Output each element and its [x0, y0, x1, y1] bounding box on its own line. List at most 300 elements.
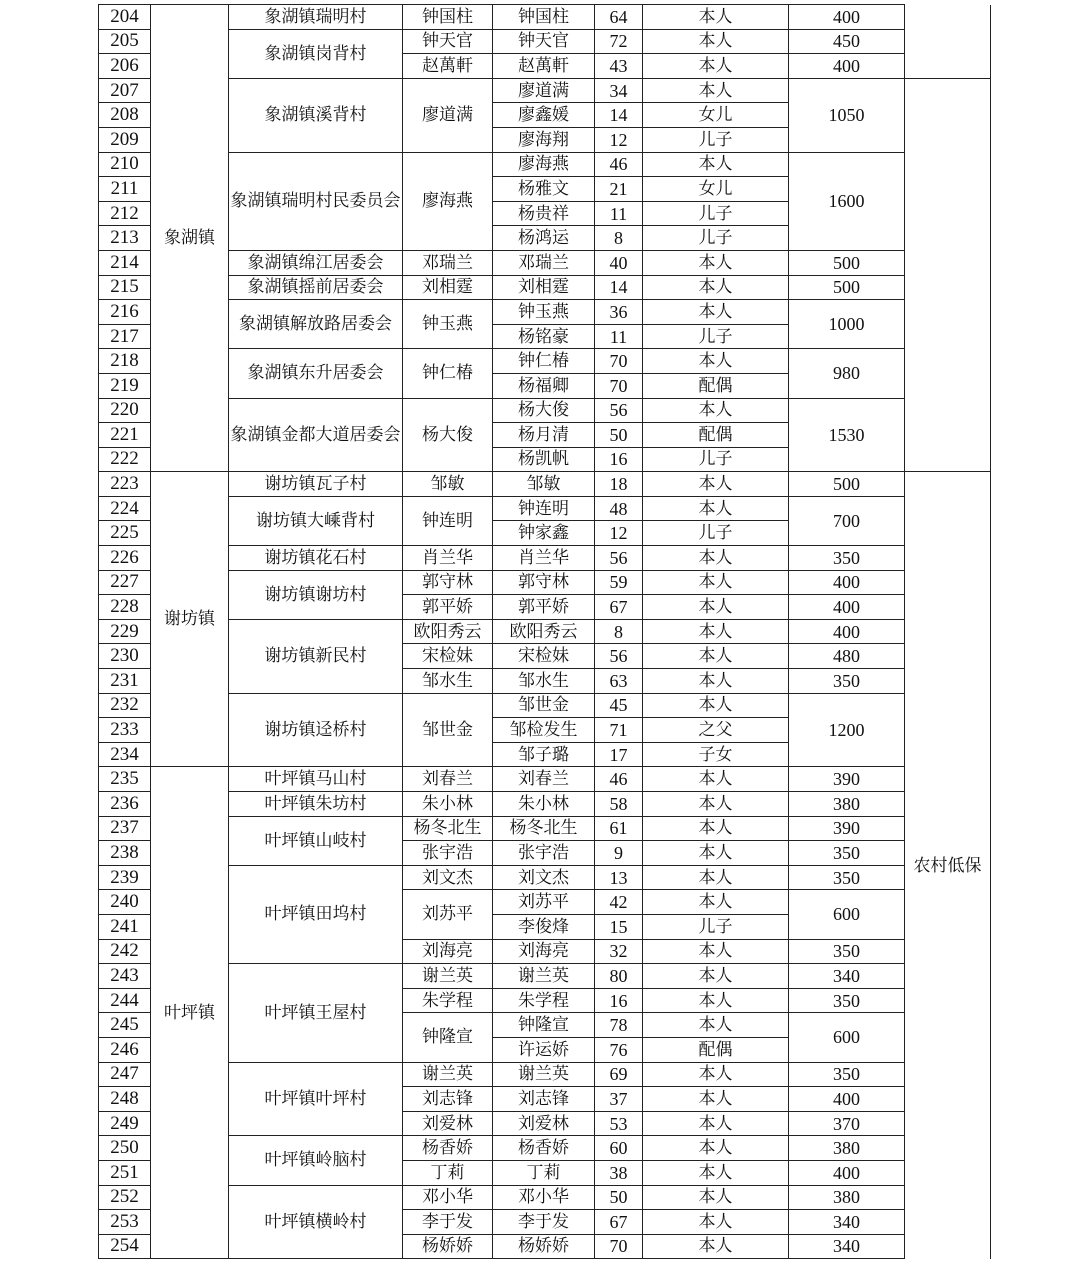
village-cell: 叶坪镇马山村: [229, 767, 403, 792]
age-cell: 59: [595, 570, 643, 595]
seq-number-cell: 223: [99, 472, 151, 497]
applicant-cell: 邹水生: [403, 669, 493, 694]
member-name-cell: 邹敏: [493, 472, 595, 497]
amount-cell: 340: [789, 964, 905, 989]
relation-cell: 儿子: [643, 127, 789, 152]
relation-cell: 本人: [643, 546, 789, 571]
member-name-cell: 杨冬北生: [493, 816, 595, 841]
relation-cell: 子女: [643, 742, 789, 767]
relation-cell: 本人: [643, 1111, 789, 1136]
relation-cell: 本人: [643, 349, 789, 374]
relation-cell: 本人: [643, 767, 789, 792]
applicant-cell: 谢兰英: [403, 1062, 493, 1087]
age-cell: 36: [595, 300, 643, 325]
table-row: [99, 78, 991, 103]
category-cell: [905, 5, 991, 79]
seq-number-cell: 204: [99, 5, 151, 30]
seq-number-cell: 215: [99, 275, 151, 300]
relation-cell: 本人: [643, 693, 789, 718]
age-cell: 8: [595, 226, 643, 251]
amount-cell: 350: [789, 546, 905, 571]
applicant-cell: 谢兰英: [403, 964, 493, 989]
seq-number-cell: 221: [99, 423, 151, 448]
village-cell: 叶坪镇朱坊村: [229, 792, 403, 817]
table-row: [99, 964, 991, 989]
age-cell: 70: [595, 349, 643, 374]
amount-cell: 400: [789, 1087, 905, 1112]
age-cell: 34: [595, 78, 643, 103]
member-name-cell: 杨鸿运: [493, 226, 595, 251]
applicant-cell: 廖海燕: [403, 152, 493, 250]
category-cell: 农村低保: [905, 472, 991, 1259]
table-row: [99, 1185, 991, 1210]
member-name-cell: 欧阳秀云: [493, 619, 595, 644]
seq-number-cell: 228: [99, 595, 151, 620]
amount-cell: 350: [789, 841, 905, 866]
applicant-cell: 刘爱林: [403, 1111, 493, 1136]
table-row: [99, 865, 991, 890]
age-cell: 21: [595, 177, 643, 202]
village-cell: 谢坊镇迳桥村: [229, 693, 403, 767]
relation-cell: 本人: [643, 472, 789, 497]
relation-cell: 配偶: [643, 1037, 789, 1062]
member-name-cell: 朱小林: [493, 792, 595, 817]
age-cell: 53: [595, 1111, 643, 1136]
member-name-cell: 朱学程: [493, 988, 595, 1013]
amount-cell: 1000: [789, 300, 905, 349]
seq-number-cell: 236: [99, 792, 151, 817]
table-row: [99, 619, 991, 644]
member-name-cell: 刘春兰: [493, 767, 595, 792]
amount-cell: 350: [789, 865, 905, 890]
applicant-cell: 欧阳秀云: [403, 619, 493, 644]
age-cell: 15: [595, 914, 643, 939]
member-name-cell: 谢兰英: [493, 1062, 595, 1087]
table-row: [99, 1136, 991, 1161]
seq-number-cell: 246: [99, 1037, 151, 1062]
relation-cell: 本人: [643, 1160, 789, 1185]
village-cell: 叶坪镇岭脑村: [229, 1136, 403, 1185]
seq-number-cell: 227: [99, 570, 151, 595]
member-name-cell: 杨香娇: [493, 1136, 595, 1161]
town-cell: 谢坊镇: [151, 472, 229, 767]
seq-number-cell: 249: [99, 1111, 151, 1136]
seq-number-cell: 230: [99, 644, 151, 669]
applicant-cell: 杨冬北生: [403, 816, 493, 841]
seq-number-cell: 239: [99, 865, 151, 890]
seq-number-cell: 242: [99, 939, 151, 964]
age-cell: 67: [595, 595, 643, 620]
relation-cell: 本人: [643, 865, 789, 890]
seq-number-cell: 233: [99, 718, 151, 743]
table-row: [99, 570, 991, 595]
relation-cell: 本人: [643, 644, 789, 669]
member-name-cell: 邓小华: [493, 1185, 595, 1210]
member-name-cell: 钟天官: [493, 29, 595, 54]
seq-number-cell: 222: [99, 447, 151, 472]
applicant-cell: 刘文杰: [403, 865, 493, 890]
seq-number-cell: 250: [99, 1136, 151, 1161]
age-cell: 9: [595, 841, 643, 866]
age-cell: 46: [595, 152, 643, 177]
table-row: [99, 693, 991, 718]
table-row: [99, 349, 991, 374]
relation-cell: 儿子: [643, 201, 789, 226]
seq-number-cell: 232: [99, 693, 151, 718]
age-cell: 13: [595, 865, 643, 890]
seq-number-cell: 205: [99, 29, 151, 54]
member-name-cell: 郭守林: [493, 570, 595, 595]
amount-cell: 380: [789, 1136, 905, 1161]
seq-number-cell: 207: [99, 78, 151, 103]
village-cell: 象湖镇摇前居委会: [229, 275, 403, 300]
age-cell: 58: [595, 792, 643, 817]
age-cell: 76: [595, 1037, 643, 1062]
applicant-cell: 丁莉: [403, 1160, 493, 1185]
age-cell: 50: [595, 423, 643, 448]
member-name-cell: 杨凯帆: [493, 447, 595, 472]
age-cell: 60: [595, 1136, 643, 1161]
village-cell: 象湖镇东升居委会: [229, 349, 403, 398]
relief-recipient-table: [98, 4, 991, 1259]
seq-number-cell: 229: [99, 619, 151, 644]
member-name-cell: 杨娇娇: [493, 1234, 595, 1259]
applicant-cell: 赵萬軒: [403, 54, 493, 79]
seq-number-cell: 220: [99, 398, 151, 423]
applicant-cell: 钟连明: [403, 496, 493, 545]
seq-number-cell: 252: [99, 1185, 151, 1210]
age-cell: 37: [595, 1087, 643, 1112]
member-name-cell: 钟国柱: [493, 5, 595, 30]
amount-cell: 390: [789, 767, 905, 792]
amount-cell: 340: [789, 1234, 905, 1259]
seq-number-cell: 241: [99, 914, 151, 939]
applicant-cell: 朱学程: [403, 988, 493, 1013]
member-name-cell: 刘苏平: [493, 890, 595, 915]
relation-cell: 本人: [643, 1210, 789, 1235]
member-name-cell: 刘文杰: [493, 865, 595, 890]
seq-number-cell: 235: [99, 767, 151, 792]
seq-number-cell: 214: [99, 250, 151, 275]
amount-cell: 400: [789, 54, 905, 79]
amount-cell: 1200: [789, 693, 905, 767]
amount-cell: 350: [789, 669, 905, 694]
applicant-cell: 刘海亮: [403, 939, 493, 964]
seq-number-cell: 226: [99, 546, 151, 571]
age-cell: 46: [595, 767, 643, 792]
amount-cell: 600: [789, 1013, 905, 1062]
amount-cell: 350: [789, 1062, 905, 1087]
relation-cell: 女儿: [643, 177, 789, 202]
seq-number-cell: 231: [99, 669, 151, 694]
member-name-cell: 刘志锋: [493, 1087, 595, 1112]
village-cell: 谢坊镇花石村: [229, 546, 403, 571]
relation-cell: 本人: [643, 619, 789, 644]
table-row: [99, 300, 991, 325]
relation-cell: 本人: [643, 496, 789, 521]
seq-number-cell: 245: [99, 1013, 151, 1038]
member-name-cell: 廖海燕: [493, 152, 595, 177]
seq-number-cell: 217: [99, 324, 151, 349]
relation-cell: 儿子: [643, 521, 789, 546]
table-row: [99, 29, 991, 54]
seq-number-cell: 225: [99, 521, 151, 546]
applicant-cell: 朱小林: [403, 792, 493, 817]
age-cell: 12: [595, 521, 643, 546]
relation-cell: 配偶: [643, 373, 789, 398]
age-cell: 48: [595, 496, 643, 521]
member-name-cell: 邹检发生: [493, 718, 595, 743]
relation-cell: 儿子: [643, 447, 789, 472]
seq-number-cell: 206: [99, 54, 151, 79]
member-name-cell: 丁莉: [493, 1160, 595, 1185]
applicant-cell: 邓小华: [403, 1185, 493, 1210]
relation-cell: 本人: [643, 964, 789, 989]
seq-number-cell: 211: [99, 177, 151, 202]
age-cell: 67: [595, 1210, 643, 1235]
relation-cell: 本人: [643, 1185, 789, 1210]
age-cell: 32: [595, 939, 643, 964]
applicant-cell: 刘苏平: [403, 890, 493, 939]
relation-cell: 本人: [643, 29, 789, 54]
member-name-cell: 廖海翔: [493, 127, 595, 152]
seq-number-cell: 247: [99, 1062, 151, 1087]
age-cell: 69: [595, 1062, 643, 1087]
table-row: [99, 5, 991, 30]
relation-cell: 本人: [643, 1234, 789, 1259]
age-cell: 56: [595, 644, 643, 669]
seq-number-cell: 251: [99, 1160, 151, 1185]
village-cell: 象湖镇绵江居委会: [229, 250, 403, 275]
amount-cell: 500: [789, 472, 905, 497]
age-cell: 45: [595, 693, 643, 718]
applicant-cell: 廖道满: [403, 78, 493, 152]
table-row: [99, 546, 991, 571]
amount-cell: 1050: [789, 78, 905, 152]
amount-cell: 1530: [789, 398, 905, 472]
age-cell: 56: [595, 398, 643, 423]
age-cell: 61: [595, 816, 643, 841]
relation-cell: 本人: [643, 841, 789, 866]
village-cell: 象湖镇溪背村: [229, 78, 403, 152]
member-name-cell: 邹世金: [493, 693, 595, 718]
relation-cell: 本人: [643, 1087, 789, 1112]
relation-cell: 本人: [643, 78, 789, 103]
relation-cell: 之父: [643, 718, 789, 743]
amount-cell: 450: [789, 29, 905, 54]
seq-number-cell: 238: [99, 841, 151, 866]
relation-cell: 本人: [643, 250, 789, 275]
member-name-cell: 杨雅文: [493, 177, 595, 202]
seq-number-cell: 254: [99, 1234, 151, 1259]
amount-cell: 400: [789, 1160, 905, 1185]
seq-number-cell: 212: [99, 201, 151, 226]
town-cell: 叶坪镇: [151, 767, 229, 1259]
member-name-cell: 钟仁椿: [493, 349, 595, 374]
amount-cell: 500: [789, 275, 905, 300]
village-cell: 谢坊镇新民村: [229, 619, 403, 693]
member-name-cell: 杨月清: [493, 423, 595, 448]
amount-cell: 400: [789, 5, 905, 30]
relation-cell: 本人: [643, 398, 789, 423]
seq-number-cell: 210: [99, 152, 151, 177]
applicant-cell: 郭守林: [403, 570, 493, 595]
age-cell: 18: [595, 472, 643, 497]
seq-number-cell: 208: [99, 103, 151, 128]
applicant-cell: 钟玉燕: [403, 300, 493, 349]
village-cell: 谢坊镇瓦子村: [229, 472, 403, 497]
village-cell: 叶坪镇叶坪村: [229, 1062, 403, 1136]
relation-cell: 本人: [643, 275, 789, 300]
seq-number-cell: 224: [99, 496, 151, 521]
age-cell: 8: [595, 619, 643, 644]
amount-cell: 1600: [789, 152, 905, 250]
table-row: [99, 496, 991, 521]
applicant-cell: 杨娇娇: [403, 1234, 493, 1259]
village-cell: 象湖镇瑞明村民委员会: [229, 152, 403, 250]
amount-cell: 370: [789, 1111, 905, 1136]
relation-cell: 本人: [643, 1013, 789, 1038]
age-cell: 42: [595, 890, 643, 915]
member-name-cell: 钟隆宣: [493, 1013, 595, 1038]
relation-cell: 本人: [643, 1062, 789, 1087]
seq-number-cell: 240: [99, 890, 151, 915]
age-cell: 70: [595, 1234, 643, 1259]
table-row: [99, 816, 991, 841]
town-cell: 象湖镇: [151, 5, 229, 472]
member-name-cell: 杨大俊: [493, 398, 595, 423]
age-cell: 17: [595, 742, 643, 767]
relation-cell: 本人: [643, 300, 789, 325]
seq-number-cell: 216: [99, 300, 151, 325]
table-row: [99, 398, 991, 423]
relation-cell: 配偶: [643, 423, 789, 448]
relation-cell: 儿子: [643, 226, 789, 251]
applicant-cell: 杨大俊: [403, 398, 493, 472]
relation-cell: 本人: [643, 54, 789, 79]
age-cell: 40: [595, 250, 643, 275]
relation-cell: 本人: [643, 792, 789, 817]
amount-cell: 350: [789, 939, 905, 964]
village-cell: 叶坪镇横岭村: [229, 1185, 403, 1259]
applicant-cell: 钟仁椿: [403, 349, 493, 398]
village-cell: 谢坊镇谢坊村: [229, 570, 403, 619]
applicant-cell: 邹世金: [403, 693, 493, 767]
amount-cell: 500: [789, 250, 905, 275]
amount-cell: 340: [789, 1210, 905, 1235]
seq-number-cell: 209: [99, 127, 151, 152]
table-row: [99, 275, 991, 300]
amount-cell: 980: [789, 349, 905, 398]
seq-number-cell: 243: [99, 964, 151, 989]
relation-cell: 女儿: [643, 103, 789, 128]
category-cell: [905, 78, 991, 472]
amount-cell: 380: [789, 1185, 905, 1210]
member-name-cell: 邹水生: [493, 669, 595, 694]
member-name-cell: 杨贵祥: [493, 201, 595, 226]
age-cell: 80: [595, 964, 643, 989]
member-name-cell: 刘爱林: [493, 1111, 595, 1136]
amount-cell: 600: [789, 890, 905, 939]
relation-cell: 本人: [643, 669, 789, 694]
applicant-cell: 邹敏: [403, 472, 493, 497]
member-name-cell: 李俊烽: [493, 914, 595, 939]
village-cell: 象湖镇金都大道居委会: [229, 398, 403, 472]
age-cell: 56: [595, 546, 643, 571]
table-row: [99, 1062, 991, 1087]
amount-cell: 400: [789, 595, 905, 620]
relation-cell: 本人: [643, 988, 789, 1013]
amount-cell: 700: [789, 496, 905, 545]
member-name-cell: 宋检妹: [493, 644, 595, 669]
amount-cell: 380: [789, 792, 905, 817]
age-cell: 12: [595, 127, 643, 152]
table-row: [99, 250, 991, 275]
age-cell: 43: [595, 54, 643, 79]
village-cell: 象湖镇瑞明村: [229, 5, 403, 30]
member-name-cell: 邹子璐: [493, 742, 595, 767]
relation-cell: 儿子: [643, 914, 789, 939]
relation-cell: 本人: [643, 595, 789, 620]
village-cell: 叶坪镇山岐村: [229, 816, 403, 865]
relation-cell: 本人: [643, 816, 789, 841]
applicant-cell: 宋检妹: [403, 644, 493, 669]
age-cell: 63: [595, 669, 643, 694]
village-cell: 叶坪镇王屋村: [229, 964, 403, 1062]
member-name-cell: 廖道满: [493, 78, 595, 103]
seq-number-cell: 219: [99, 373, 151, 398]
age-cell: 16: [595, 447, 643, 472]
relation-cell: 儿子: [643, 324, 789, 349]
member-name-cell: 郭平娇: [493, 595, 595, 620]
seq-number-cell: 213: [99, 226, 151, 251]
age-cell: 50: [595, 1185, 643, 1210]
seq-number-cell: 237: [99, 816, 151, 841]
age-cell: 38: [595, 1160, 643, 1185]
member-name-cell: 许运娇: [493, 1037, 595, 1062]
table-row: [99, 767, 991, 792]
age-cell: 78: [595, 1013, 643, 1038]
applicant-cell: 邓瑞兰: [403, 250, 493, 275]
member-name-cell: 刘海亮: [493, 939, 595, 964]
village-cell: 象湖镇岗背村: [229, 29, 403, 78]
member-name-cell: 廖鑫媛: [493, 103, 595, 128]
applicant-cell: 李于发: [403, 1210, 493, 1235]
amount-cell: 390: [789, 816, 905, 841]
seq-number-cell: 244: [99, 988, 151, 1013]
table-row: [99, 472, 991, 497]
amount-cell: 400: [789, 619, 905, 644]
age-cell: 14: [595, 275, 643, 300]
applicant-cell: 刘志锋: [403, 1087, 493, 1112]
amount-cell: 350: [789, 988, 905, 1013]
member-name-cell: 钟连明: [493, 496, 595, 521]
member-name-cell: 杨福卿: [493, 373, 595, 398]
village-cell: 象湖镇解放路居委会: [229, 300, 403, 349]
relation-cell: 本人: [643, 890, 789, 915]
relation-cell: 本人: [643, 5, 789, 30]
age-cell: 11: [595, 201, 643, 226]
age-cell: 71: [595, 718, 643, 743]
relation-cell: 本人: [643, 1136, 789, 1161]
applicant-cell: 钟隆宣: [403, 1013, 493, 1062]
age-cell: 72: [595, 29, 643, 54]
member-name-cell: 赵萬軒: [493, 54, 595, 79]
applicant-cell: 刘相霆: [403, 275, 493, 300]
seq-number-cell: 234: [99, 742, 151, 767]
applicant-cell: 钟天官: [403, 29, 493, 54]
member-name-cell: 邓瑞兰: [493, 250, 595, 275]
